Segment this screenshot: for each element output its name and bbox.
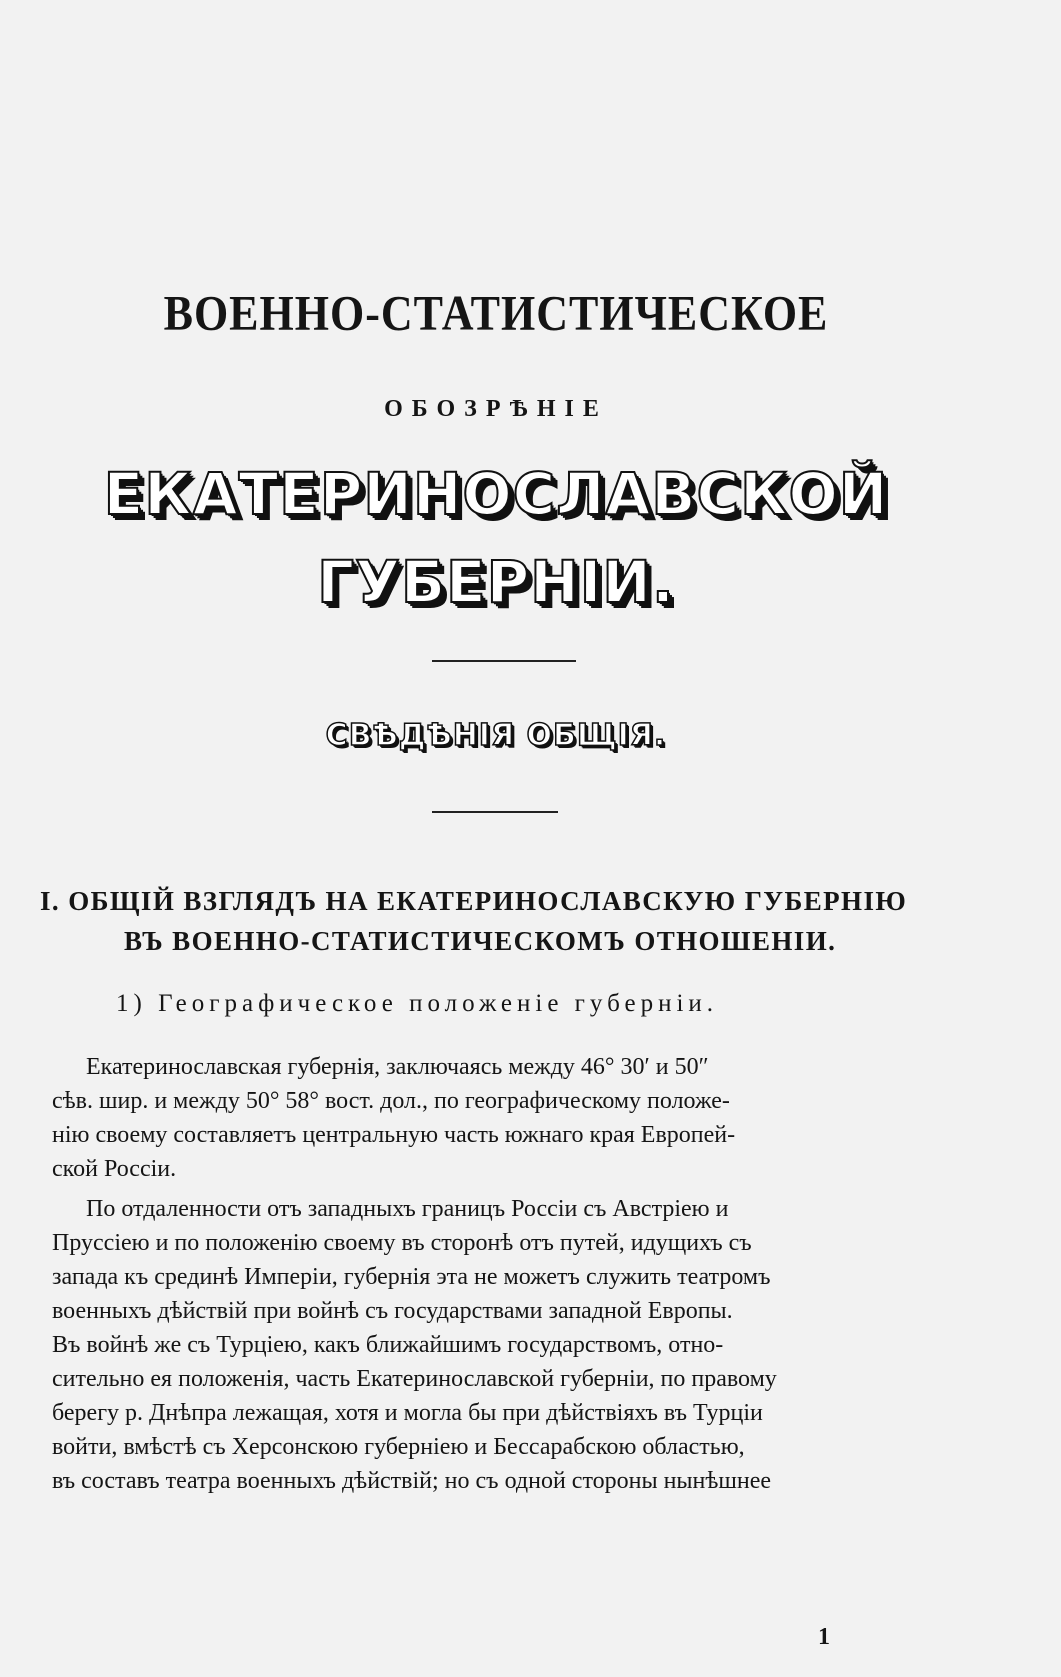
chapter-heading-text-1: ОБЩІЙ ВЗГЛЯДЪ НА ЕКАТЕРИНОСЛАВСКУЮ ГУБЕРНІЮ <box>68 886 908 916</box>
chapter-heading-line-1 <box>40 886 970 917</box>
paragraph-line: сѣв. шир. и между 50° 58° вост. дол., по географическому положе- <box>52 1088 730 1114</box>
chapter-heading-line-2: ВЪ ВОЕННО-СТАТИСТИЧЕСКОМЪ ОТНОШЕНІИ. <box>124 926 837 956</box>
paragraph-line: ской Россіи. <box>52 1156 177 1182</box>
paragraph-1 <box>52 1050 962 1186</box>
page-number: 1 <box>818 1624 830 1650</box>
paragraph-line: Екатеринославская губернія, заключаясь между 46° 30′ и 50″ <box>86 1054 709 1080</box>
paragraph-line: запада къ срединѣ Имперіи, губернія эта не можетъ служить театромъ <box>52 1264 771 1290</box>
paragraph-line: войти, вмѣстѣ съ Херсонскою губерніею и Бессарабскою областью, <box>52 1434 745 1460</box>
paragraph-line: сительно ея положенія, часть Екатеринославской губерніи, по правому <box>52 1366 777 1392</box>
section-title: СВѢДѢНІЯ ОБЩІЯ. <box>325 718 667 753</box>
ornamental-rule-bottom <box>432 811 558 813</box>
paragraph-line: Пруссіею и по положенію своему въ сторонѣ отъ путей, идущихъ съ <box>52 1230 752 1256</box>
subheading: 1) Географическое положеніе губерніи. <box>116 990 719 1017</box>
paragraph-line: нію своему составляетъ центральную часть южнаго края Европей- <box>52 1122 736 1148</box>
paragraph-line: въ составъ театра военныхъ дѣйствій; но съ одной стороны нынѣшнее <box>52 1468 772 1494</box>
paragraph-line: берегу р. Днѣпра лежащая, хотя и могла бы при дѣйствіяхъ въ Турціи <box>52 1400 763 1426</box>
title-line-1: ВОЕННО-СТАТИСТИЧЕСКОЕ <box>163 286 829 341</box>
chapter-number: I. <box>40 886 61 916</box>
paragraph-line: военныхъ дѣйствій при войнѣ съ государствами западной Европы. <box>52 1298 733 1324</box>
title-line-3: ЕКАТЕРИНОСЛАВСКОЙ <box>103 460 889 528</box>
ornamental-rule-top <box>432 660 576 662</box>
paragraph-line: По отдаленности отъ западныхъ границъ Россіи съ Австріею и <box>86 1196 729 1222</box>
paragraph-line: Въ войнѣ же съ Турціею, какъ ближайшимъ государствомъ, отно- <box>52 1332 724 1358</box>
title-line-2: ОБОЗРѢНІЕ <box>384 396 608 422</box>
paragraph-2 <box>52 1192 962 1498</box>
title-line-4: ГУБЕРНІИ. <box>317 548 675 616</box>
